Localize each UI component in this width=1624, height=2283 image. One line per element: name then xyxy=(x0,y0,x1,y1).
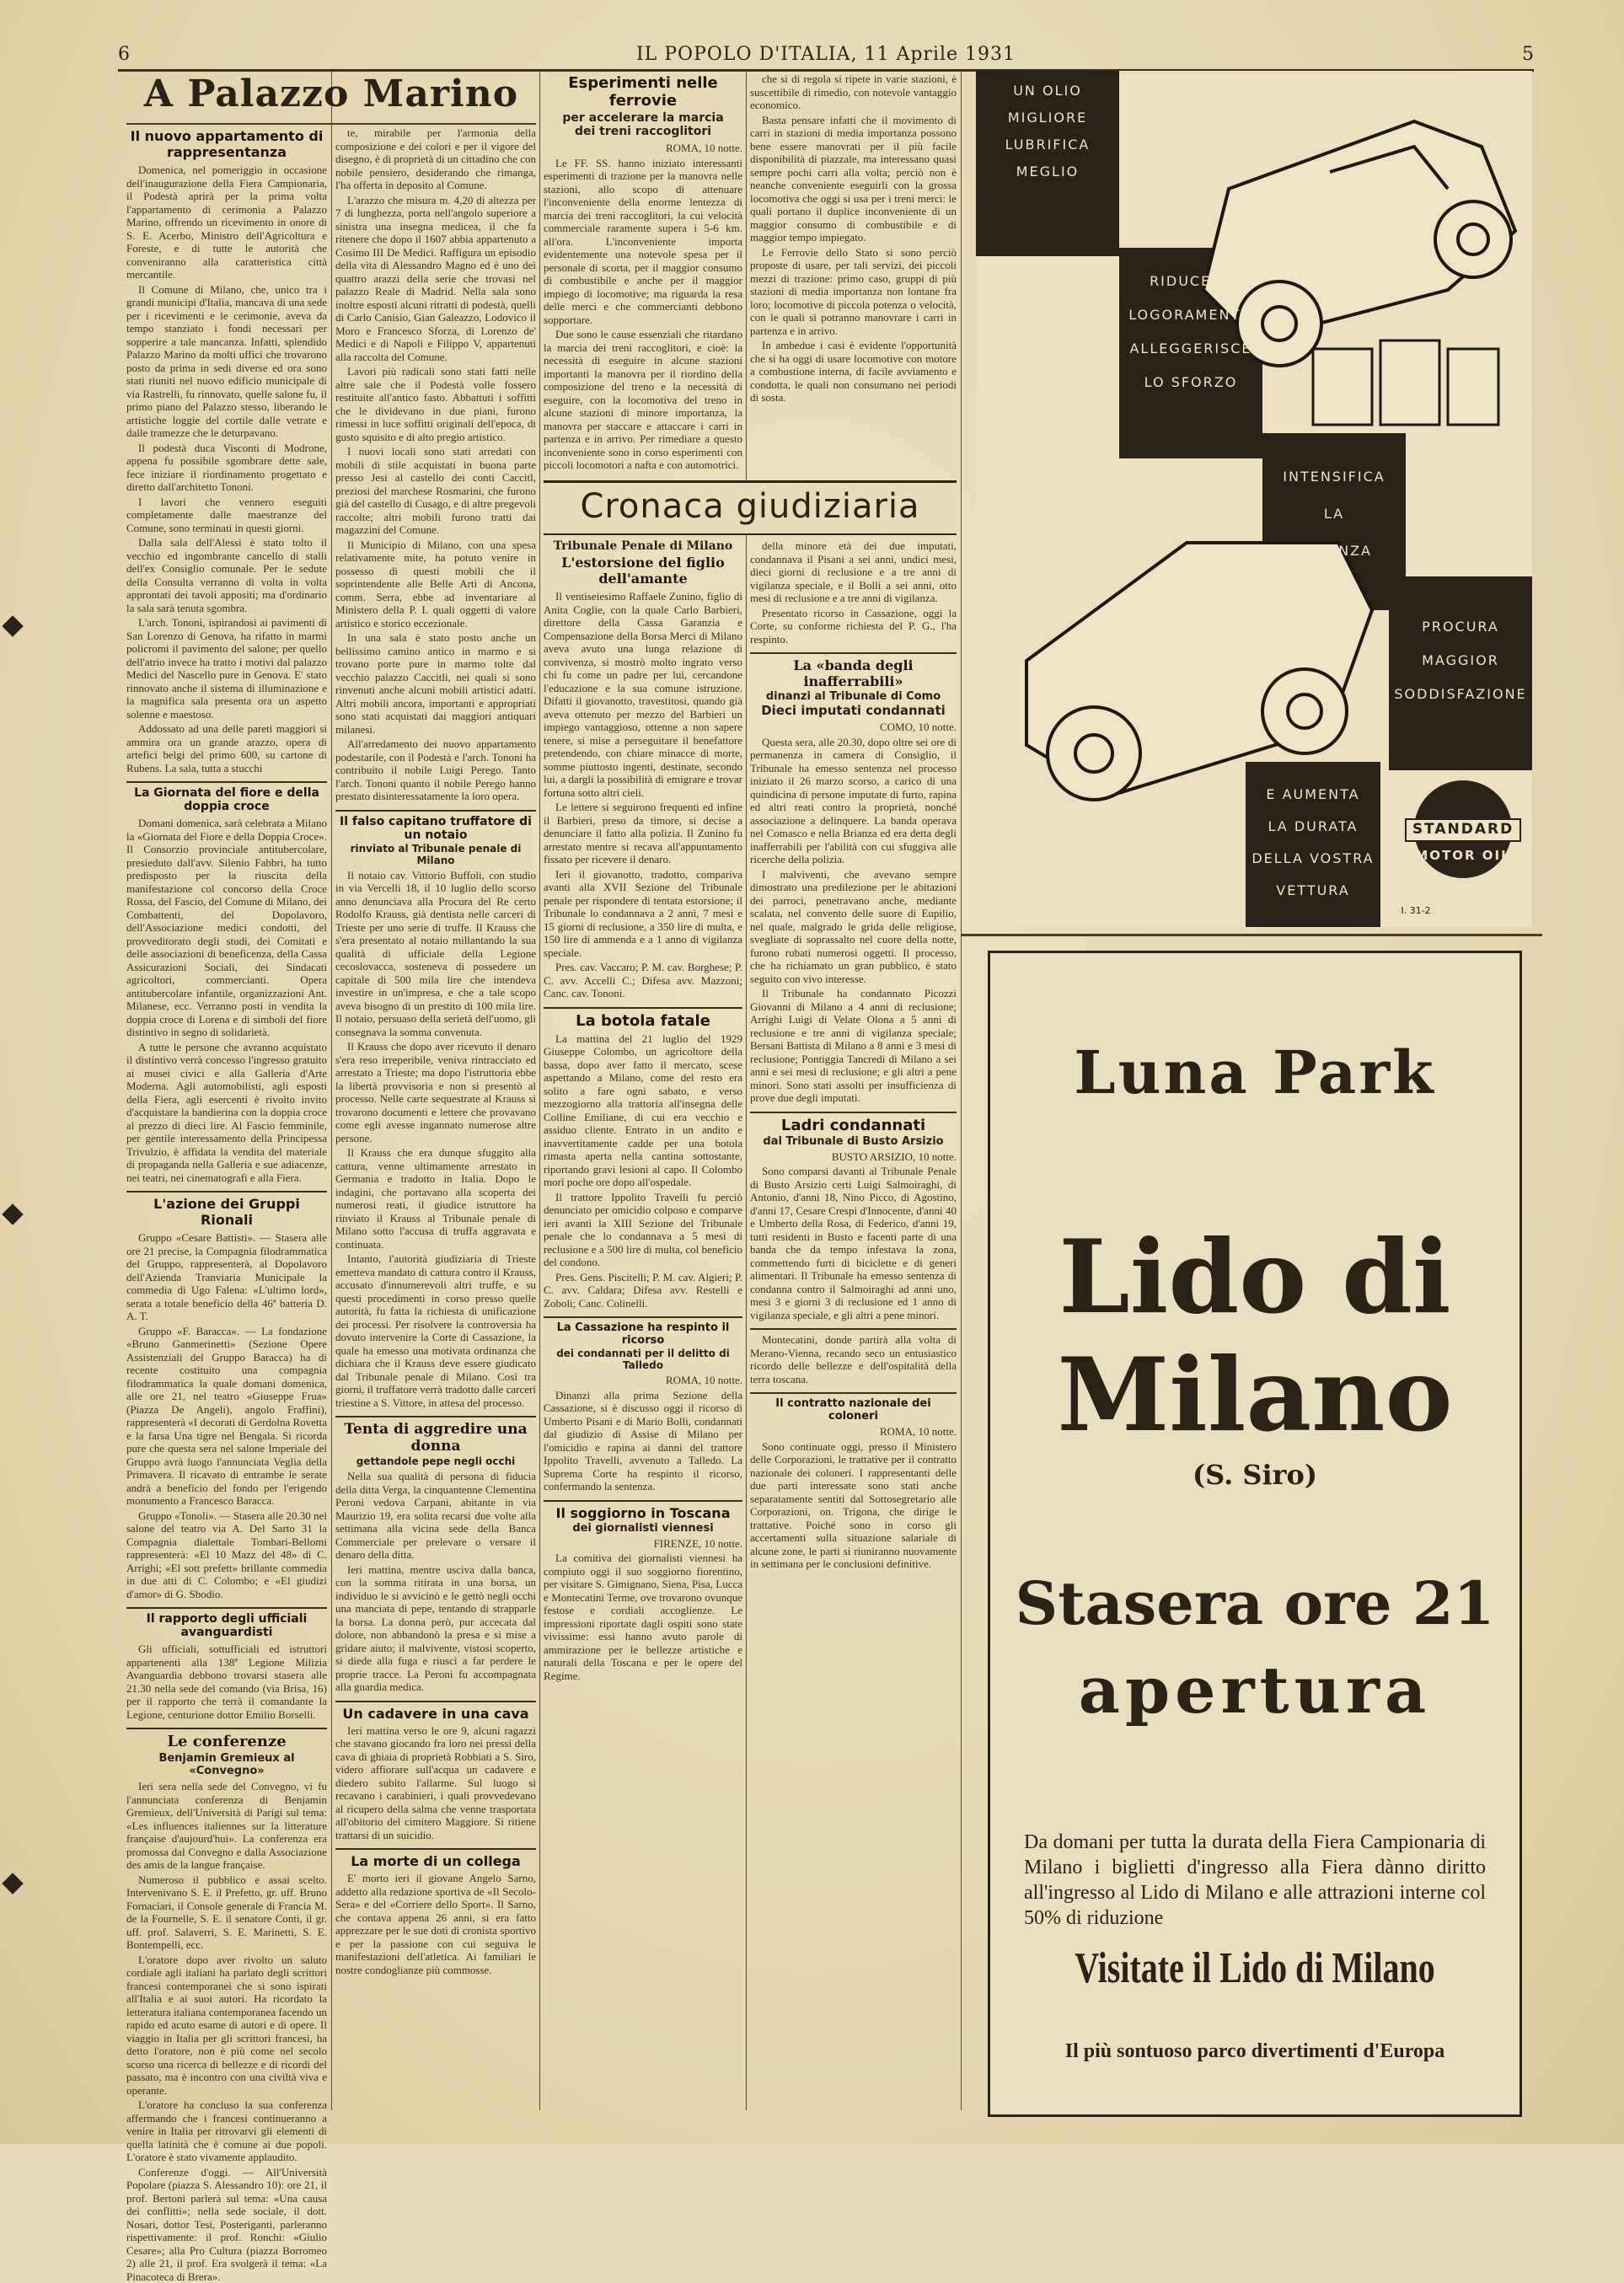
article-headline: Il soggiorno in Toscana xyxy=(544,1505,742,1521)
paragraph: Le Ferrovie dello Stato si sono perciò proposte di usare, per tali servizi, dei piccoli mezzi di trazione: primo caso, gruppi di più stazioni di media importanza non lontane fra loro; locomotive di piccola potenza o velocità, con le quali si potranno manovrare i carri in partenza e in arrivo. xyxy=(750,246,957,338)
column-rule xyxy=(961,71,962,2110)
paragraph: Il Comune di Milano, che, unico tra i grandi municipi d'Italia, mancava di una sede per i ricevimenti e le cerimonie, aveva da tempo stanziato i fondi necessari per sopperire a tale mancanza. Infatti, splendido Palazzo Marino da molti uffici che trovarono posto da prima in sedi diverse ed ora sono stati riuniti nel nuovo edificio municipale di via Rastrelli, fu rinnovato, quelle salone fu, il primo piano del Palazzo stesso, liberando le artistiche loggie del cortile dalle vetrate e dalle tramezze che le deturpavano. xyxy=(126,283,327,440)
paragraph: I malviventi, che avevano sempre dimostrato una predilezione per le abitazioni dei parroci, penetravano anche, mediante scalata, nel convento delle suore di Eupilio, nel quale, malgrado le grida delle religiose, svegliate di soprassalto nel cuore della notte, furono rubati numerosi oggetti. Il processo, che ha richiamato un gran pubblico, è stato seguito con vivo interesse. xyxy=(750,868,957,986)
paragraph: Le lettere si seguirono frequenti ed infine il Barbieri, preso da timore, si decise a denunciare il fatto alla polizia. Il Zunino fu arrestato mentre si recava all'appuntamento fissato per ricevere il denaro. xyxy=(544,801,742,866)
article-body xyxy=(335,1724,536,1842)
paragraph: Domani domenica, sarà celebrata a Milano la «Giornata del Fiore e della Doppia Croce». Il Consorzio provinciale antitubercolare, presieduto dall'avv. Silenio Fabbri, ha tutto predisposto per la riuscita della manifestazione col concorso della Croce Rossa, del Fascio, del Comune di Milano, dei Combattenti, del Dopolavoro, dell'Associazione medici condotti, del provveditorato degli studi, dei Comitati e delle associazioni di beneficenza, della Cassa Assicurazioni Sociali, dei Sindacati agricoltori, commercianti. Opera antitubercolare infantile, organizzazioni Ant. Milanese, ecc. Verranno posti in vendita la doppia croce di Lorena e di simboli del fiore distintivo in segno di solidarietà. xyxy=(126,817,327,1039)
column-rule xyxy=(746,71,747,2110)
column-rule xyxy=(539,71,540,2110)
paragraph: Conferenze d'oggi. — All'Università Popolare (piazza S. Alessandro 10): ore 21, il prof. Bertoni parlerà sul tema: «Una causa dei conflitti»; nella sede sociale, il dott. Nosari, dottor Tesi, Posteriganti, parleranno rispettivamente: il prof. Ronchi: «Giulio Cesare»; alla Pro Cultura (piazza Borromeo 2) alle 21, il prof. Era svolgerà il tema: «La Pinacoteca di Brera». xyxy=(126,2166,327,2283)
paragraph: Il Krauss che era dunque sfuggito alla cattura, venne ultimamente arrestato in Germania e tradotto in Italia. Dopo le indagini, che portavano alla scoperta dei numerosi reati, il giudice istruttore ha rinviato il Krauss al Tribunale penale di Milano sotto l'accusa di truffa aggravata e continuata. xyxy=(335,1146,536,1251)
paragraph: Il Municipio di Milano, con una spesa relativamente mite, ha potuto venire in possesso di questi mobili che il soprintendente alle Belle Arti di Ancona, comm. Serra, ebbe ad inventariare al Ministero della P. I. quali oggetti di valore artistico e storico eccezionale. xyxy=(335,539,536,630)
paragraph: In ambedue i casi è evidente l'opportunità che si ha oggi di usare locomotive con motore a combustione interna, di facile avviamento e condotta, le quali non consumano nei periodi di sosta. xyxy=(750,339,957,405)
paragraph: Le FF. SS. hanno iniziato interessanti esperimenti di trazione per la manovra nelle stazioni, allo scopo di attenuare l'inconveniente della enorme lentezza di marcia dei treni raccoglitori, la cui velocità commerciale raramente supera i 5-6 km. all'ora. L'inconveniente importa evidentemente una notevole spesa per il personale di scorta, per il maggior consumo di combustibile e anche per il maggior impiego di locomotive; ma riguarda la resa delle merci e che commercianti debbono sopportare. xyxy=(544,157,742,327)
divider xyxy=(126,123,536,125)
column-2 xyxy=(335,126,536,2098)
paragraph: Ieri il giovanotto, tradotto, compariva avanti alla XVII Sezione del Tribunale penale per rispondere di tentata estorsione; il Tribunale lo condannava a 2 anni, 7 mesi e 15 giorni di reclusione, a 350 lire di multa, e 150 lire di ammenda e a 1 anno di vigilanza speciale. xyxy=(544,868,742,960)
ad-line: RIDUCE IL xyxy=(1123,265,1258,298)
article-headline: Le conferenze xyxy=(126,1733,327,1750)
article-headline: La Giornata del fiore e della doppia croce xyxy=(126,786,327,813)
divider xyxy=(750,652,957,654)
cronaca-banner xyxy=(544,480,957,535)
paragraph: Il Krauss che dopo aver ricevuto il denaro s'era reso irreperibile, veniva rintracciato ed arrestato a Trieste; ma dopo l'istruttoria ebbe la libertà provvisoria e non si presentò al processo. Nelle carte sequestrate al Krauss si trovarono documenti e lettere che provavano come egli avesse ingannato numerose altre persone. xyxy=(335,1040,536,1144)
divider xyxy=(961,934,1542,936)
article-body xyxy=(126,1780,327,2283)
paragraph: che si di regola si ripete in varie stazioni, è suscettibile di rimedio, con notevole vantaggio economico. xyxy=(750,72,957,112)
divider xyxy=(126,1191,327,1192)
paragraph: Il ventiseiesimo Raffaele Zunino, figlio di Anita Coglie, con la quale Carlo Barbieri, direttore della Cassa Garanzia e Compensazione della Borsa Merci di Milano aveva avuto una lunga relazione di convivenza, si mostrò molto ingrato verso chi fu come un padre per lui, cercandone l'educazione e la sua comune istruzione. Difatti il giovanotto, travestitosi, quando già aveva ottenuto per mezzo del Barbieri un impiego vantaggioso, ottenne a non sapere tenere, si mise a perseguitare il benefattore pretendendo, con chiare minacce di morte, somme piuttosto ingenti, destinate, secondo lui, a dargli la possibilità di emigrare e trovar fortuna sotto altri cieli. xyxy=(544,590,742,799)
section-subtitle: Tribunale Penale di Milano xyxy=(544,539,742,553)
ad-description: Da domani per tutta la durata della Fiera Campionaria di Milano i biglietti d'ingresso alla Fiera dànno diritto all'ingresso al Lido di Milano e alle attrazioni interne col 50% di riduzione xyxy=(1024,1830,1486,1931)
ad-slogan xyxy=(1250,779,1376,907)
paragraph: A tutte le persone che avranno acquistato il distintivo verrà concesso l'ingresso gratuito ai musei civici e alla Galleria d'Arte Moderna. Agli automobilisti, agli esposti della Fiera, agli esercenti è rivolto invito d'acquistare la bandierina con la doppia croce al prezzo di dieci lire. Al Fascio femminile, per gentile interessamento della Principessa Trivulzio, è affidata la vendita del materiale di propaganda nella Galleria e sue adiacenze, nei teatri, nei cinematografi e alla Fiera. xyxy=(126,1041,327,1185)
paragraph: I lavori che vennero eseguiti completamente dalle maestranze del Comune, sono terminati in questi giorni. xyxy=(126,496,327,535)
column-rule xyxy=(331,71,332,2110)
divider xyxy=(750,1328,957,1330)
motor-oil-advertisement xyxy=(976,71,1532,927)
article-headline: Il contratto nazionale dei coloneri xyxy=(750,1397,957,1423)
article-body xyxy=(750,1150,957,1322)
section-title: A Palazzo Marino xyxy=(126,72,536,116)
ad-line: ALLEGGERISCE xyxy=(1123,332,1258,366)
paragraph: All'arredamento dei nuovo appartamento podestarile, con il Podestà e l'arch. Tononi ha contribuito il nobile Luigi Perego. Tanto l'arch. Tononi quanto il nobile Perego hanno prestato disinteressatamente la loro opera. xyxy=(335,737,536,803)
ad-line: MAGGIOR xyxy=(1393,644,1528,678)
ad-line: LA DURATA xyxy=(1250,811,1376,843)
paragraph: Gruppo «Tonoli». — Stasera alle 20.30 nel salone del teatro via A. Del Sarto 31 la Compagnia dialettale Tombari-Bellomi rappresenterà: «El 10 Mazz del 48» di C. Arrighi; «El sott prefett» brillante commedia in due atti di C. Colombo; e «El giudizi d'amor» di G. Sbodio. xyxy=(126,1509,327,1601)
paragraph: Pres. Gens. Piscitelli; P. M. cav. Algieri; P. C. avv. Caldara; Difesa avv. Restelli e Zoboli; Canc. Colinelli. xyxy=(544,1271,742,1310)
column-1 xyxy=(126,126,327,2098)
luna-park-advertisement xyxy=(988,951,1522,2117)
ad-line: LA xyxy=(1267,496,1402,533)
ad-slogan xyxy=(1123,265,1258,399)
paragraph: Gli ufficiali, sottufficiali ed istruttori appartenenti alla 138ª Legione Milizia Avanguardia debbono trovarsi stasera alle 21.30 nella sede del comando (via Brisa, 16) per il rapporto che terrà il comandante la Legione, centurione dottor Emilio Borselli. xyxy=(126,1643,327,1721)
ad-line: MEGLIO xyxy=(984,158,1111,185)
paragraph: Dalla sala dell'Alessi è stato tolto il vecchio ed ingombrante cancello di stalli dell'ex Consiglio comunale. Per le sedute della Consulta verranno di volta in volta approntati dei tavoli appositi; ma d'ordinario la sala sarà tenuta sgombra. xyxy=(126,536,327,614)
paragraph: Numeroso il pubblico e assai scelto. Intervenivano S. E. il Prefetto, gr. uff. Bruno Fornaciari, il Console generale di Francia M. de la Fournelle, S. E. il senatore Conti, il gr. uff. prof. Salaverri, S. E. Marinetti, S. E. Bontempelli, ecc. xyxy=(126,1873,327,1952)
ad-line: UN OLIO xyxy=(984,78,1111,105)
ad-call-to-action: Visitate il Lido di Milano xyxy=(990,1942,1519,1993)
ad-line: PROCURA xyxy=(1393,610,1528,644)
paragraph: L'arch. Tononi, ispirandosi ai pavimenti di San Lorenzo di Genova, ha rifatto in marmi policromi il pavimento del salone; per quello dell'atrio invece ha tratto i motivi dal palazzo Medici del Nascello pure in Genova. E' stato rinnovato anche il sistema di illuminazione e la magnifica sala presenta ora un aspetto solenne e maestoso. xyxy=(126,616,327,721)
divider xyxy=(335,810,536,812)
dateline: BUSTO ARSIZIO, 10 notte. xyxy=(750,1150,957,1164)
ad-line: SODDISFAZIONE xyxy=(1393,678,1528,711)
divider xyxy=(126,781,327,783)
paragraph: L'arazzo che misura m. 4,20 di altezza per 7 di lunghezza, porta nell'angolo superiore a sinistra una insegna medicea, il che fa ritenere che dopo il 1607 abbia appartenuto a Cosimo III De Medici. Raffigura un episodio della vita di Alessandro Magno ed è uno dei quattro arazzi della serie che trovasi nel palazzo Reale di Madrid. Nella sala sono inoltre esposti alcuni ritratti di podestà, quelli di Carlo Canisio, Gian Galeazzo, Lodovico il Moro e Francesco Sforza, di Lorenzo de' Medici e di Napoli e Filippo V, appartenuti alla raccolta del Comune. xyxy=(335,194,536,364)
column-4-lower xyxy=(750,539,957,2098)
paragraph: Il Tribunale ha condannato Picozzi Giovanni di Milano a 4 anni di reclusione; Arrighi Luigi di Velate Olona a 5 anni di reclusione e tre anni di vigilanza speciale; Bersani Battista di Milano a 8 anni e 3 mesi di reclusione; Pontiggia Tancredi di Milano a sei anni e sei mesi di reclusione; e gli altri a pene minori. Sono stati assolti per insufficienza di prove due degli imputati. xyxy=(750,987,957,1105)
article-body xyxy=(544,590,742,1000)
article-subheadline: dei condannati per il delitto di Talledo xyxy=(544,1348,742,1371)
article-subheadline: Dieci imputati condannati xyxy=(750,703,957,718)
masthead xyxy=(118,40,1534,72)
article-headline: L'estorsione del figlio dell'amante xyxy=(544,555,742,587)
ad-slogan xyxy=(1267,458,1402,570)
divider xyxy=(335,1848,536,1850)
dateline: COMO, 10 notte. xyxy=(750,721,957,734)
dateline: ROMA, 10 notte. xyxy=(544,1374,742,1387)
divider xyxy=(544,1007,742,1009)
paragraph: Sono comparsi davanti al Tribunale Penale di Busto Arsizio certi Luigi Salmoiraghi, di Antonio, d'anni 18, Nino Picco, di Agostino, d'anni 17, Cesare Crespi d'Innocente, d'anni 40 e Umberto della Rosa, di Federico, d'anni 19, tutti residenti in Busto e facenti parte di una banda che da tempo infestava la zona, commettendo furti di biciclette e di generi alimentari. Il Tribunale ha emesso sentenza di condanna contro il Salmoiraghi ad anni uno, mesi 3 e giorni 3 di reclusione ed 1 anno di vigilanza speciale, e gli altri a pene minori. xyxy=(750,1165,957,1321)
column-3-lower xyxy=(544,539,742,2098)
divider xyxy=(750,1392,957,1394)
paragraph: La mattina del 21 luglio del 1929 Giuseppe Colombo, un agricoltore della bassa, dopo aver fatto il mercato, scese aspettando a Milano, come del resto era solito a fare ogni sabato, e verso mezzogiorno alla trattoria all'insegna delle Colline Emiliane, di cui era vecchio e assiduo cliente. Entrato in un andito e inavvertitamente cadde per una botola rimasta aperta nella cantina sottostante, riportando gravi lesioni al capo. Il Colombo morì poche ore dopo all'ospedale. xyxy=(544,1032,742,1189)
paragraph: In una sala è stato posto anche un bellissimo camino antico in marmo e si trovano porte pure in marmo tolte dal vecchio palazzo Caccitli, nei quali si sono rinvenuti anche alcuni mobili artistici adatti. Altri mobili ancora, importanti e appropriati sono stati acquistati dai maggiori antiquari milanesi. xyxy=(335,631,536,736)
palazzo-marino-header xyxy=(126,72,536,120)
paragraph: La comitiva dei giornalisti viennesi ha compiuto oggi il suo soggiorno fiorentino, per visitare S. Gimignano, Siena, Pisa, Lucca e Montecatini Terme, ove trovarono ovunque festose e cordiali accoglienze. Le impressioni riportate dagli ospiti sono state vivissime: essi hanno avuto parole di ammirazione per le bellezze artistiche e naturali della Toscana e per le opere del Regime. xyxy=(544,1551,742,1682)
article-body xyxy=(126,163,327,774)
article-headline: Il nuovo appartamento di rappresentanza xyxy=(126,128,327,160)
paragraph: Basta pensare infatti che il movimento di carri in stazioni di media importanza possono bene essere manovrati per il più facile disponibilità di piazzale, ma interessano quasi sempre pochi carri alla volta; perciò non è neanche conveniente eseguirli con la grossa locomotiva che oggi si usa per i treni merci: le quali portano il duplice inconveniente di un maggior consumo di combustibile e di maggior tempo impiegato. xyxy=(750,114,957,244)
article-subheadline: dal Tribunale di Busto Arsizio xyxy=(750,1135,957,1148)
article-subheadline: dei treni raccoglitori xyxy=(544,125,742,138)
column-4-upper xyxy=(750,72,957,477)
article-headline: Il falso capitano truffatore di un notaio xyxy=(335,815,536,842)
paragraph: Addossato ad una delle pareti maggiori si ammira ora un grande arazzo, opera di artefici belgi del primo 600, su cartone di Rubens. La sala, tutta a stucchi xyxy=(126,722,327,774)
article-body xyxy=(544,1537,742,1683)
paragraph: Nella sua qualità di persona di fiducia della ditta Verga, la cinquantenne Clementina Peroni vedova Carpani, abitante in via Maurizio 19, era solita recarsi due volte alla settimana alla vicina sede della Banca Commerciale per prelevare o versare il denaro della ditta. xyxy=(335,1470,536,1562)
brand-name: STANDARD xyxy=(1406,821,1520,838)
paragraph: Il trattore Ippolito Travelli fu perciò denunciato per omicidio colposo e comparve ieri avanti la XIII Sezione del Tribunale penale che lo condannava a 5 mesi di reclusione e a 500 lire di multa, col beneficio del condono. xyxy=(544,1191,742,1269)
paragraph: Ieri mattina, mentre usciva dalla banca, con la somma ritirata in una borsa, un individuo le si avvicinò e le gettò negli occhi una manciata di pepe, tentando di strapparle la borsa. La donna però, pur accecata dal dolore, non abbandonò la presa e si mise a gridare aiuto; il malvivente, vistosi scoperto, si diede alla fuga e riuscì a far perdere le proprie tracce. La Peroni fu accompagnata alla guardia medica. xyxy=(335,1563,536,1694)
paragraph: Questa sera, alle 20.30, dopo oltre sei ore di permanenza in camera di Consiglio, il Tribunale ha emesso sentenza nel processo iniziato il 26 marzo scorso, a carico di una quindicina di persone imputate di furto, rapina ed altri reati contro la proprietà, nonché associazione a delinquere. La banda operava nel Comasco e nella Brianza ed era detta degli inafferrabili per l'abilità con cui sfuggiva alle ricerche della polizia. xyxy=(750,736,957,866)
article-body xyxy=(750,721,957,1105)
ad-line: VETTURA xyxy=(1250,875,1376,907)
paragraph: Gruppo «F. Baracca». — La fondazione «Bruno Ganmerinetti» (Sezione Opere Assistenziali del Gruppo Baracca) ha di recente costituito una compagnia filodrammatica la quale domani domenica, alle ore 21, nel teatro «Giuseppe Frua» (Piazza De Angeli), angolo Fraffini), rappresenterà «I decorati di Gerdolna Rovetta e la farsa Una tigre nel Bengala. Si ricorda pure che questa sera nel salone Imperiale del Gruppo avrà luogo l'annunciata Veglia della Primavera. Il ricavato di entrambe le serate andrà a beneficio del fondo per l'erigendo monumento a Francesco Baracca. xyxy=(126,1325,327,1508)
article-headline: La morte di un collega xyxy=(335,1853,536,1869)
dateline: ROMA, 10 notte. xyxy=(544,142,742,155)
paragraph: Due sono le cause essenziali che ritardano la marcia dei treni raccoglitori, e cioè: la necessità di eseguire in alcune stazioni importanti la manovra per il riordino della composizione del treno e la necessità di eseguire, con la locomotiva del treno in alcune stazioni di minore importanza, la manovra per staccare e attaccare i carri in partenza e in arrivo. Per rimediare a questo inconveniente sono in corso esperimenti con piccoli locomotori a nafta e con automotrici. xyxy=(544,328,742,472)
article-headline: Un cadavere in una cava xyxy=(335,1706,536,1722)
article-headline: Tenta di aggredire una donna xyxy=(335,1421,536,1455)
ad-headline: Lido di xyxy=(990,1223,1519,1332)
article-body xyxy=(544,142,742,472)
paragraph: Pres. cav. Vaccaro; P. M. cav. Borghese; P. C. avv. Accelli C.; Difesa avv. Mazzoni; Canc. cav. Tononi. xyxy=(544,961,742,1000)
article-subheadline: rinviato al Tribunale penale di Milano xyxy=(335,843,536,866)
article-subheadline: Benjamin Gremieux al «Convegno» xyxy=(126,1752,327,1777)
paragraph: Dinanzi alla prima Sezione della Cassazione, si è discusso oggi il ricorso di Umberto Pisani e di Mario Bolli, condannati dal giudizio di Assise di Milano per l'omicidio e rapina ai danni del trattore Ippolito Travelli, avvenuto a Talledo. La Suprema Corte ha respinto il ricorso, confermando la sentenza. xyxy=(544,1389,742,1493)
article-body xyxy=(544,1374,742,1493)
article-body xyxy=(335,126,536,803)
divider xyxy=(126,1728,327,1729)
article-body xyxy=(335,1470,536,1694)
article-body xyxy=(126,1231,327,1600)
paragraph: L'oratore dopo aver rivolto un saluto cordiale agli italiani ha parlato degli scrittori francesi contemporanei che si sono ispirati all'Italia e ai suoi autori. Ha ricordato la letteratura italiana contemporanea facendo un rapido ed acuto esame di autori e di opere. Il viaggio in Italia per gli scrittori francesi, ha detto l'oratore, non è più come nel secolo scorso una ricerca di bellezze e di ricordi del passato, ma è incontro con una civiltà viva e operante. xyxy=(126,1953,327,2098)
paragraph: Sono continuate oggi, presso il Ministero delle Corporazioni, le trattative per il contratto nazionale dei coloneri. I rappresentanti delle due parti interessate sono stati anche separatamente sentiti dal Sottosegretario alle Corporazioni, on. Trigona, che dirige le trattative. Poiché sono in corso gli accertamenti sulla situazione salariale di alcune zone, le parti si riuniranno nuovamente in settimana per le conclusioni definitive. xyxy=(750,1440,957,1571)
ad-code: I. 31-2 xyxy=(1391,905,1441,916)
article-headline: Il rapporto degli ufficiali avanguardisti xyxy=(126,1612,327,1639)
ad-location: (S. Siro) xyxy=(990,1459,1519,1491)
ad-line: LUBRIFICA xyxy=(984,131,1111,158)
ad-headline: Milano xyxy=(990,1341,1519,1450)
article-headline: La botola fatale xyxy=(544,1012,742,1030)
paragraph: Presentato ricorso in Cassazione, oggi la Corte, su conforme richiesta del P. G., l'ha respinto. xyxy=(750,607,957,646)
article-subheadline: dinanzi al Tribunale di Como xyxy=(750,690,957,703)
paragraph: E' morto ieri il giovane Angelo Sarno, addetto alla redazione sportiva de «Il Secolo-Sera» e del «Corriere dello Sport». Il Sarno, che contava appena 26 anni, si era fatto apprezzare per le sue doti di cronista sportivo e per la passione con cui seguiva le manifestazioni dell'atletica. Ai familiari le nostre condoglianze più commosse. xyxy=(335,1872,536,1976)
paragraph: L'oratore ha concluso la sua conferenza affermando che i francesi continueranno a venire in Italia per ritrovarvi gli elementi di quella latinità che è comune ai due popoli. L'oratore è stato vivamente applaudito. xyxy=(126,2098,327,2164)
section-title: Cronaca giudiziaria xyxy=(544,483,957,530)
ad-title: Luna Park xyxy=(990,1037,1519,1107)
page-number-left: 6 xyxy=(118,44,130,65)
paragraph: della minore età dei due imputati, condannava il Pisani a sei anni, undici mesi, dieci giorni di reclusione e a tre anni di vigilanza speciale, e il Bolli a sei anni, otto mesi di reclusione e a tre anni di vigilanza. xyxy=(750,539,957,605)
article-body xyxy=(750,1425,957,1571)
ad-slogan xyxy=(1393,610,1528,711)
ad-opening: apertura xyxy=(990,1653,1519,1728)
article-body xyxy=(544,1032,742,1310)
article-headline: Esperimenti nelle ferrovie xyxy=(544,74,742,110)
ad-line: DELLA VOSTRA xyxy=(1250,843,1376,875)
divider xyxy=(750,1112,957,1113)
article-headline: La «banda degli inafferrabili» xyxy=(750,657,957,689)
dateline: FIRENZE, 10 notte. xyxy=(544,1537,742,1551)
ad-line: MIGLIORE xyxy=(984,105,1111,131)
paragraph: te, mirabile per l'armonia della composizione e dei colori e per il vigore del disegno, è di proprietà di un cittadino che con nobile pensiero, desiderando che rimanga, l'ha offerta in deposito al Comune. xyxy=(335,126,536,192)
divider xyxy=(335,1416,536,1417)
article-body xyxy=(126,1643,327,1721)
article-body xyxy=(750,539,957,646)
ad-slogan xyxy=(984,78,1111,185)
paragraph: Ieri sera nella sede del Convegno, vi fu l'annunciata conferenza di Benjamin Gremieux, dell'Università di Parigi sul tema: «Les influences italiennes sur la litterature française d'aujourd'hui». La conferenza era promossa dal Convegno e dalla Associazione des amis de la langue française. xyxy=(126,1780,327,1872)
paragraph: Il notaio cav. Vittorio Buffoli, con studio in via Vercelli 18, il 10 luglio dello scorso anno denunciava alla Procura del Re certo Rodolfo Krauss, già dentista nelle carceri di Trieste per uno serie di truffe. Il Krauss che s'era presentato al notaio millantando la sua qualità di ufficiale della Legione cecoslovacca, sosteneva di possedere un capitale di 500 mila lire che intendeva investire in un'impresa, e che a tale scopo aveva bisogno di un prestito di 100 mila lire. Il notaio, persuaso della serietà dell'uomo, gli consegnava la somma convenuta. xyxy=(335,869,536,1039)
brand-subtitle: MOTOR OIL xyxy=(1406,848,1520,863)
paragraph: Ieri mattina verso le ore 9, alcuni ragazzi che stavano giocando fra loro nei pressi della cava di ghiaia di proprietà Robbiati a S. Siro, videro affiorare sull'acqua un cadavere e diedero subito l'allarme. Sul luogo si recavano i carabinieri, i quali provvedevano al ricupero della salma che venne trasportata all'obitorio del cimitero Maggiore. Si ritiene trattarsi di un suicidio. xyxy=(335,1724,536,1842)
divider xyxy=(544,1316,742,1318)
car-bottom-icon xyxy=(1026,543,1372,800)
divider xyxy=(335,1701,536,1702)
article-body xyxy=(126,817,327,1184)
newspaper-title: IL POPOLO D'ITALIA, 11 Aprile 1931 xyxy=(118,44,1534,65)
article-headline: La Cassazione ha respinto il ricorso xyxy=(544,1321,742,1347)
article-subheadline: gettandole pepe negli occhi xyxy=(335,1455,536,1467)
ad-line: LO SFORZO xyxy=(1123,366,1258,399)
oil-can-icon xyxy=(1313,340,1498,425)
article-body xyxy=(750,1333,957,1385)
ad-tagline: Il più sontuoso parco divertimenti d'Europa xyxy=(990,2040,1519,2063)
paragraph: Gruppo «Cesare Battisti». — Stasera alle ore 21 precise, la Compagnia filodrammatica del Gruppo, rappresenterà, al Dopolavoro dell'Azienda Tranviaria Municipale la commedia di Ugo Falena: «L'ultimo lord», serata a totale beneficio della 46ª batteria D. A. T. xyxy=(126,1231,327,1323)
ad-line: INTENSIFICA xyxy=(1267,458,1402,496)
paragraph: Domenica, nel pomeriggio in occasione dell'inaugurazione della Fiera Campionaria, il Podestà aprirà per la prima volta l'appartamento di cerimonia a Palazzo Marino, offrendo un ricevimento in onore di S. E. Acerbo, Ministro dell'Agricoltura e Foreste, e di tutte le autorità che conveniranno alla caratteristica città mercantile. xyxy=(126,163,327,281)
paragraph: Il podestà duca Visconti di Modrone, appena fu possibile sgombrare dette sale, fece iniziare il riordinamento progettato e diretto dall'architetto Tononi. xyxy=(126,442,327,494)
page-number-right: 5 xyxy=(1522,44,1534,65)
paragraph: Intanto, l'autorità giudiziaria di Trieste emetteva mandato di cattura contro il Krauss, accusato d'innumerevoli altri truffe, e su questi procedimenti in corso presso quelle autorità, fu fatta la richiesta di unificazione dei processi. Per risolvere la controversia ha dovuto intervenire la Corte di Cassazione, la quale ha emesso una motivata ordinanza che dichiara che il Krauss deve essere giudicato dal Tribunale penale di Milano. Così tra giorni, il truffatore verrà tradotto dalle carceri triestine a S. Vittore, in attesa del processo. xyxy=(335,1252,536,1409)
article-subheadline: per accelerare la marcia xyxy=(544,111,742,125)
article-headline: Ladri condannati xyxy=(750,1117,957,1134)
dateline: ROMA, 10 notte. xyxy=(750,1425,957,1439)
paragraph: Montecatini, donde partirà alla volta di Merano-Vienna, recando seco un entusiastico ricordo delle bellezze e dell'ospitalità della terra toscana. xyxy=(750,1333,957,1385)
ad-time: Stasera ore 21 xyxy=(990,1568,1519,1638)
article-body xyxy=(335,1872,536,1976)
ad-line: E AUMENTA xyxy=(1250,779,1376,811)
article-subheadline: dei giornalisti viennesi xyxy=(544,1522,742,1535)
article-body xyxy=(335,869,536,1410)
divider xyxy=(126,1607,327,1609)
paragraph: Lavori più radicali sono stati fatti nelle altre sale che il Podestà volle fossero restituite all'antico fasto. Abbattuti i soffitti che le dividevano in due piani, furono rimessi in luce soffitti originali dell'epoca, di gusto squisito e di alto pregio artistico. xyxy=(335,365,536,443)
divider xyxy=(544,1500,742,1502)
paragraph: I nuovi locali sono stati arredati con mobili di stile acquistati in buona parte presso Jesi al castello dei conti Caccitl, preziosi del marchese Rosmarini, che furono già del castello di Cusago, e di altre pregevoli raccolte; altri mobili furono tratti dai magazzini del Comune. xyxy=(335,445,536,537)
ad-line: POTENZA xyxy=(1267,533,1402,570)
article-body xyxy=(750,72,957,405)
ad-line: LOGORAMENTO xyxy=(1123,298,1258,332)
article-headline: L'azione dei Gruppi Rionali xyxy=(126,1196,327,1228)
